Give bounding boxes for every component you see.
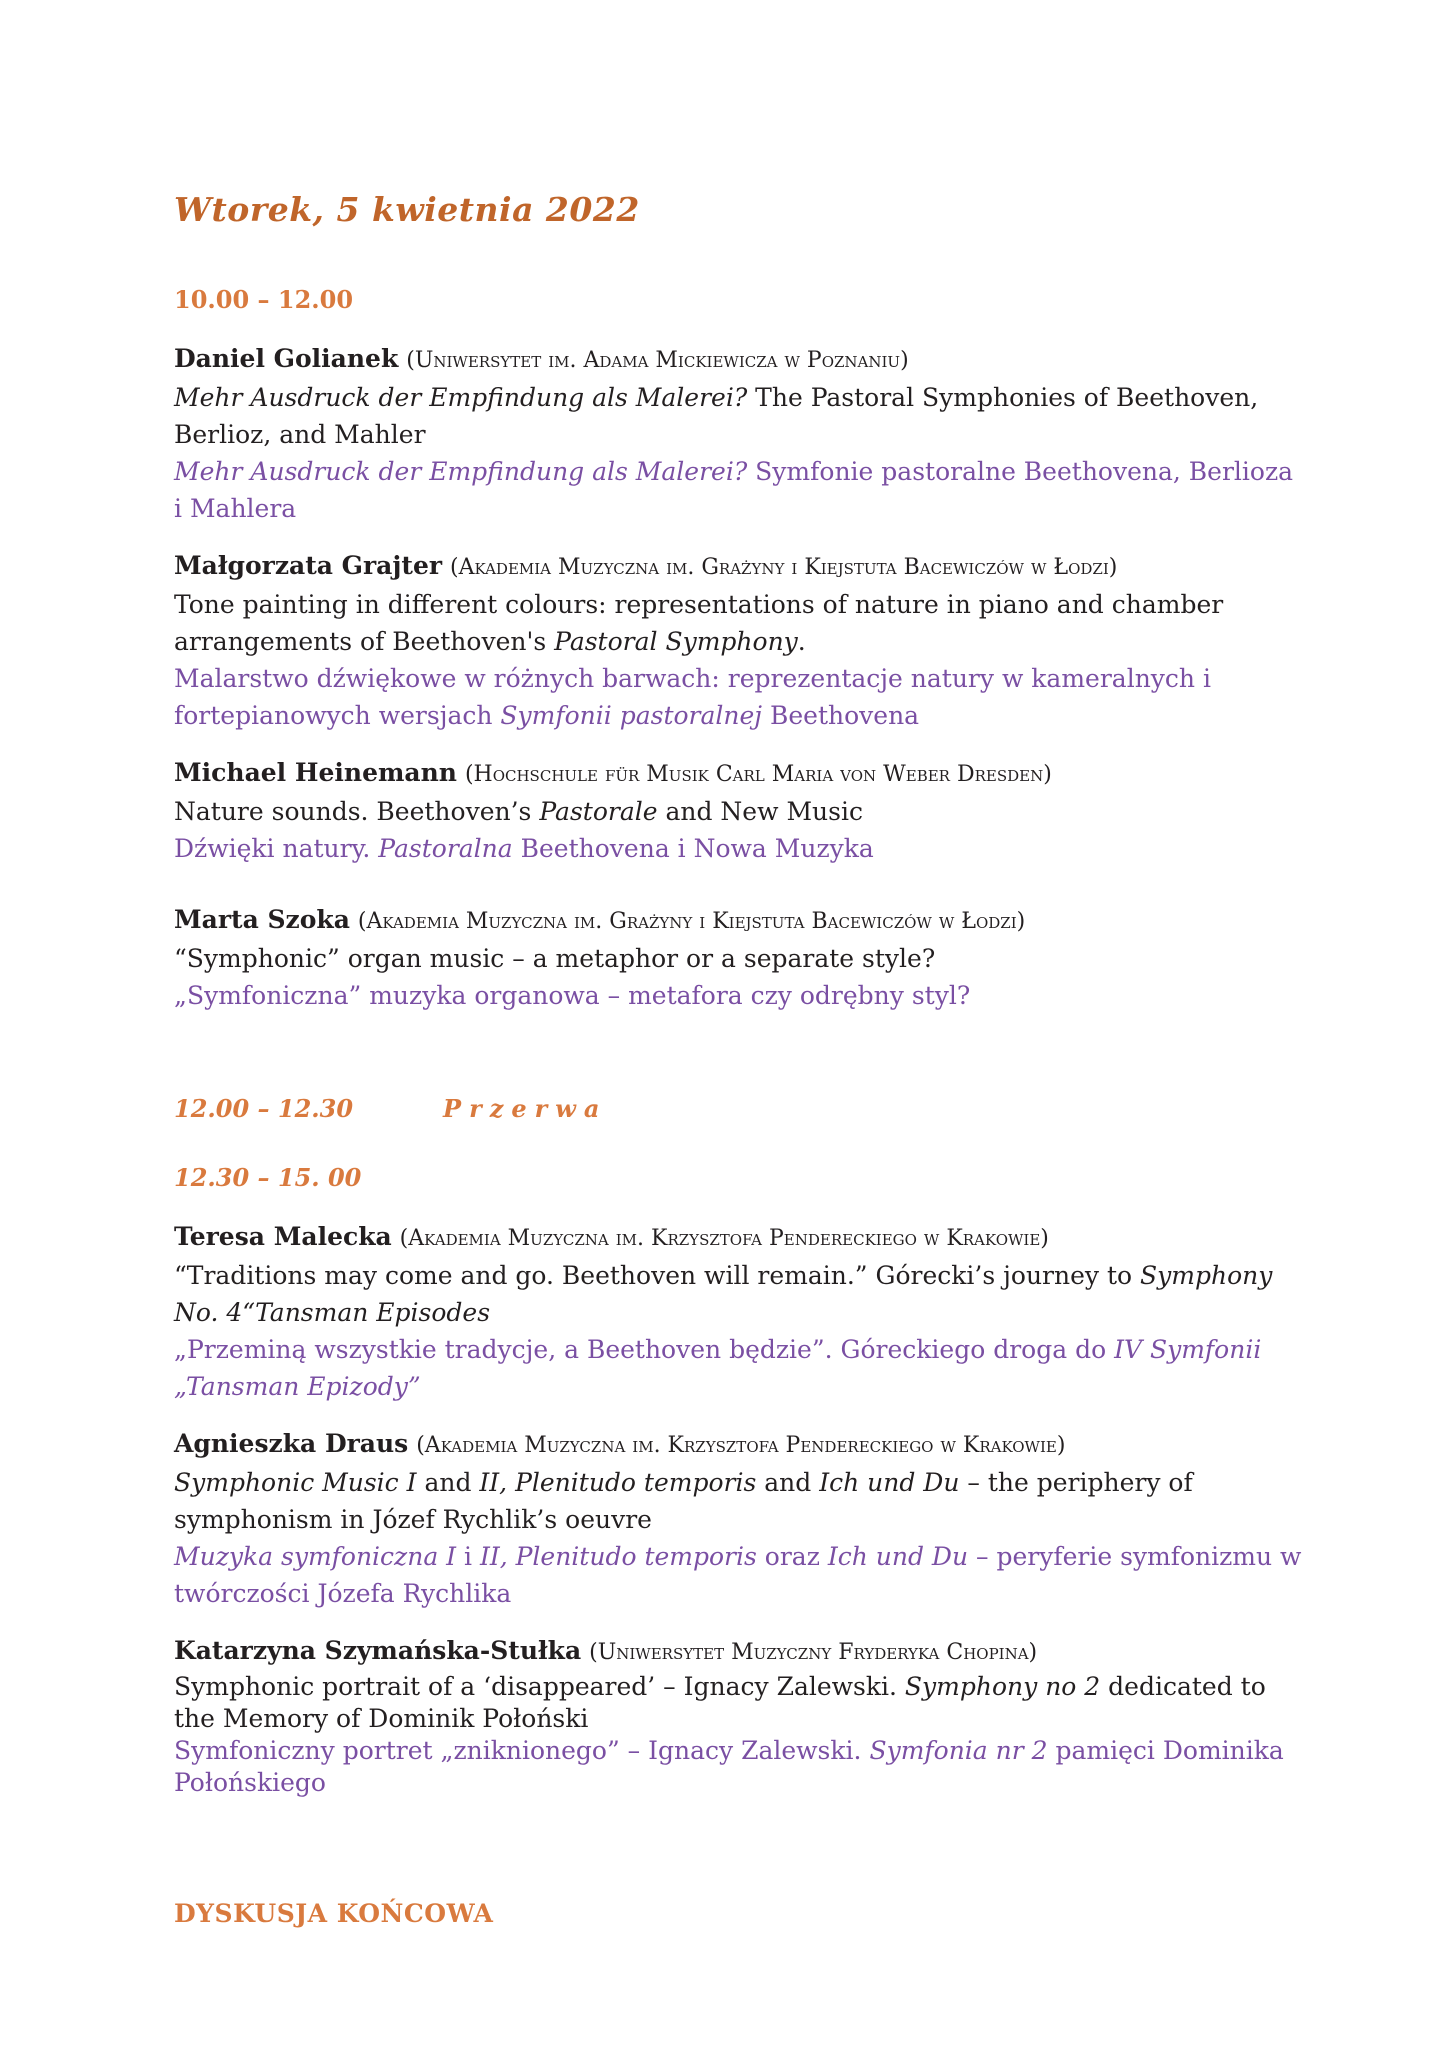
break-label: Przerwa [443, 1094, 608, 1123]
session-2-time: 12.30 – 15. 00 [174, 1163, 362, 1192]
talk-draus [174, 1425, 1304, 1612]
speaker-name: Daniel Golianek [174, 344, 399, 373]
speaker-name: Katarzyna Szymańska-Stułka [174, 1636, 582, 1665]
speaker-name: Teresa Malecka [174, 1222, 392, 1251]
title-english: Symphonic portrait of a ‘disappeared’ – Ignacy Zalewski. Symphony no 2 dedicated to the Memory of Dominik Połoński [174, 1672, 1266, 1733]
title-polish: Muzyka symfoniczna I i II, Plenitudo temporis oraz Ich und Du – peryferie symfonizmu w twórczości Józefa Rychlika [174, 1542, 1302, 1608]
speaker-institution: (Akademia Muzyczna im. Grażyny i Kiejstuta Bacewiczów w Łodzi) [357, 909, 1026, 934]
talk-malecka [174, 1218, 1304, 1405]
speaker-institution: (Akademia Muzyczna im. Grażyny i Kiejstuta Bacewiczów w Łodzi) [450, 555, 1118, 580]
speaker-name: Michael Heinemann [174, 758, 457, 787]
break-row [174, 1094, 1304, 1123]
speaker-institution: (Akademia Muzyczna im. Krzysztofa Pendereckiego w Krakowie) [399, 1226, 1049, 1251]
title-english: Tone painting in different colours: representations of nature in piano and chamber arrangements of Beethoven's Pastoral Symphony. [174, 590, 1224, 656]
talk-szymanska-stulka [174, 1632, 1304, 1799]
speaker-institution: (Uniwersytet im. Adama Mickiewicza w Poznaniu) [406, 348, 909, 373]
talk-heinemann [174, 754, 1304, 867]
title-polish: Symfoniczny portret „zniknionego” – Ignacy Zalewski. Symfonia nr 2 pamięci Dominika Połońskiego [174, 1736, 1284, 1797]
closing-discussion: DYSKUSJA KOŃCOWA [174, 1899, 494, 1928]
talk-golianek [174, 340, 1304, 527]
title-polish: Mehr Ausdruck der Empfindung als Malerei? Symfonie pastoralne Beethovena, Berlioza i Mahlera [174, 457, 1294, 523]
session-1-time: 10.00 – 12.00 [174, 285, 354, 314]
speaker-institution: (Uniwersytet Muzyczny Fryderyka Chopina) [589, 1640, 1038, 1665]
title-english: Nature sounds. Beethoven’s Pastorale and New Music [174, 797, 863, 826]
title-polish: Malarstwo dźwiękowe w różnych barwach: reprezentacje natury w kameralnych i fortepianowych wersjach Symfonii pastoralnej Beethovena [174, 664, 1211, 730]
title-english: “Traditions may come and go. Beethoven will remain.” Górecki’s journey to Symphony No. 4“Tansman Episodes [174, 1261, 1273, 1327]
talk-grajter [174, 547, 1304, 734]
talk-szoka [174, 901, 1304, 1014]
program-content [174, 190, 1304, 1928]
title-polish: „Przeminą wszystkie tradycje, a Beethoven będzie”. Góreckiego droga do IV Symfonii „Tansman Epizody” [174, 1335, 1262, 1401]
speaker-name: Małgorzata Grajter [174, 551, 443, 580]
title-polish: Dźwięki natury. Pastoralna Beethovena i Nowa Muzyka [174, 834, 874, 863]
speaker-name: Agnieszka Draus [174, 1429, 409, 1458]
day-title: Wtorek, 5 kwietnia 2022 [174, 190, 640, 229]
title-english: Mehr Ausdruck der Empfindung als Malerei? The Pastoral Symphonies of Beethoven, Berlioz, and Mahler [174, 383, 1259, 449]
speaker-name: Marta Szoka [174, 905, 350, 934]
title-english: Symphonic Music I and II, Plenitudo temporis and Ich und Du – the periphery of symphonism in Józef Rychlik’s oeuvre [174, 1468, 1193, 1534]
break-time: 12.00 – 12.30 [174, 1094, 354, 1123]
title-english: “Symphonic” organ music – a metaphor or a separate style? [174, 944, 936, 973]
title-polish: „Symfoniczna” muzyka organowa – metafora czy odrębny styl? [174, 981, 971, 1010]
speaker-institution: (Akademia Muzyczna im. Krzysztofa Pendereckiego w Krakowie) [416, 1433, 1066, 1458]
speaker-institution: (Hochschule für Musik Carl Maria von Weber Dresden) [464, 762, 1052, 787]
